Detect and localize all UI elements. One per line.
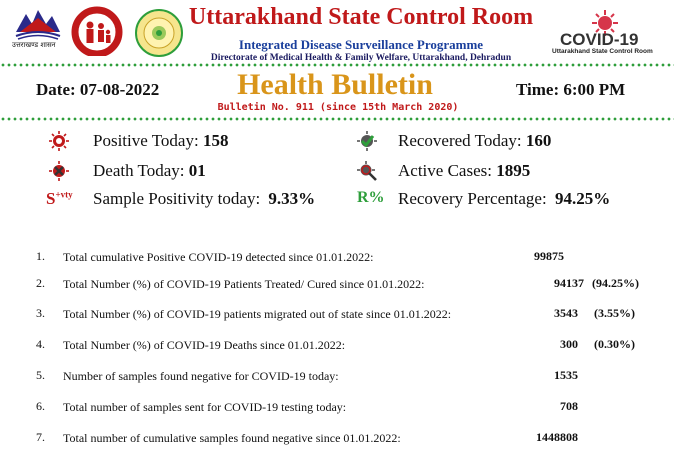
bulletin-time xyxy=(516,80,625,100)
bulletin-date xyxy=(36,80,159,100)
recovery-label: Recovery Percentage: xyxy=(398,189,547,208)
row-number: 3. xyxy=(36,306,45,320)
recovered-check-icon xyxy=(356,130,378,152)
positive-label: Positive Today: xyxy=(93,131,199,150)
recovered-label: Recovered Today: xyxy=(398,131,522,150)
row-percentage: (94.25%) xyxy=(592,276,639,290)
row-description: Total Number (%) of COVID-19 Deaths since 01.01.2022: xyxy=(63,338,346,352)
positivity-symbol-icon xyxy=(46,189,73,209)
row-number: 5. xyxy=(36,368,45,382)
row-number: 4. xyxy=(36,337,45,351)
row-value: 1535 xyxy=(554,368,578,382)
death-icon xyxy=(48,160,70,182)
death-today xyxy=(93,161,206,181)
row-value: 1448808 xyxy=(536,430,578,444)
positivity-value: 9.33% xyxy=(268,189,316,208)
time-label: Time: xyxy=(516,80,560,99)
row-value: 94137 xyxy=(554,276,584,290)
idsp-logo xyxy=(134,8,184,58)
active-cases xyxy=(398,161,530,181)
date-label: Date: xyxy=(36,80,76,99)
death-label: Death Today: xyxy=(93,161,185,180)
recovered-value: 160 xyxy=(525,131,552,150)
active-value: 1895 xyxy=(496,161,531,180)
row-number: 7. xyxy=(36,430,45,444)
row-value: 99875 xyxy=(534,249,564,263)
row-value: 708 xyxy=(560,399,578,413)
recovery-percentage xyxy=(398,189,610,209)
dotted-divider-bottom xyxy=(0,117,674,121)
nhm-logo xyxy=(70,6,124,56)
bulletin-number: Bulletin No. 911 (since 15th March 2020) xyxy=(217,102,459,113)
gov-logo-caption: उत्तराखण्ड शासन xyxy=(12,41,56,49)
row-description: Total Number (%) of COVID-19 patients migrated out of state since 01.01.2022: xyxy=(63,307,452,321)
page-subtitle: Integrated Disease Surveillance Programme xyxy=(238,37,484,52)
positivity-symbol-sup: +vty xyxy=(55,189,73,200)
death-value: 01 xyxy=(188,161,206,180)
dotted-divider-top xyxy=(0,63,674,67)
row-number: 6. xyxy=(36,399,45,413)
row-number: 1. xyxy=(36,249,45,263)
row-description: Number of samples found negative for COVID-19 today: xyxy=(63,369,339,383)
row-description: Total number of samples sent for COVID-19 testing today: xyxy=(63,400,347,414)
row-percentage: (3.55%) xyxy=(594,306,635,320)
row-description: Total number of cumulative samples found negative since 01.01.2022: xyxy=(63,431,401,445)
covid19-logo-subtext: Uttarakhand State Control Room xyxy=(552,48,653,55)
page-title: Uttarakhand State Control Room xyxy=(188,4,534,30)
uttarakhand-govt-logo xyxy=(10,6,66,50)
row-number: 2. xyxy=(36,276,45,290)
recovered-today xyxy=(398,131,551,151)
row-percentage: (0.30%) xyxy=(594,337,635,351)
row-description: Total Number (%) of COVID-19 Patients Treated/ Cured since 01.01.2022: xyxy=(63,277,425,291)
row-value: 3543 xyxy=(554,306,578,320)
positivity-label: Sample Positivity today: xyxy=(93,189,261,208)
positive-today xyxy=(93,131,228,151)
virus-positive-icon xyxy=(48,130,70,152)
positive-value: 158 xyxy=(202,131,229,150)
covid19-logo xyxy=(546,8,664,56)
directorate-line: Directorate of Medical Health & Family Welfare, Uttarakhand, Dehradun xyxy=(210,53,512,63)
recovery-percentage-icon: R% xyxy=(357,189,385,206)
bulletin-title: Health Bulletin xyxy=(237,68,433,101)
date-value: 07-08-2022 xyxy=(79,80,160,99)
row-value: 300 xyxy=(560,337,578,351)
recovery-value: 94.25% xyxy=(554,189,611,208)
positivity-symbol: S xyxy=(46,189,56,208)
time-value: 6:00 PM xyxy=(563,80,626,99)
covid19-logo-text: COVID-19 xyxy=(560,30,639,49)
row-description: Total cumulative Positive COVID-19 detected since 01.01.2022: xyxy=(63,250,374,264)
sample-positivity xyxy=(93,189,315,209)
active-label: Active Cases: xyxy=(398,161,492,180)
active-cases-icon xyxy=(356,160,378,182)
